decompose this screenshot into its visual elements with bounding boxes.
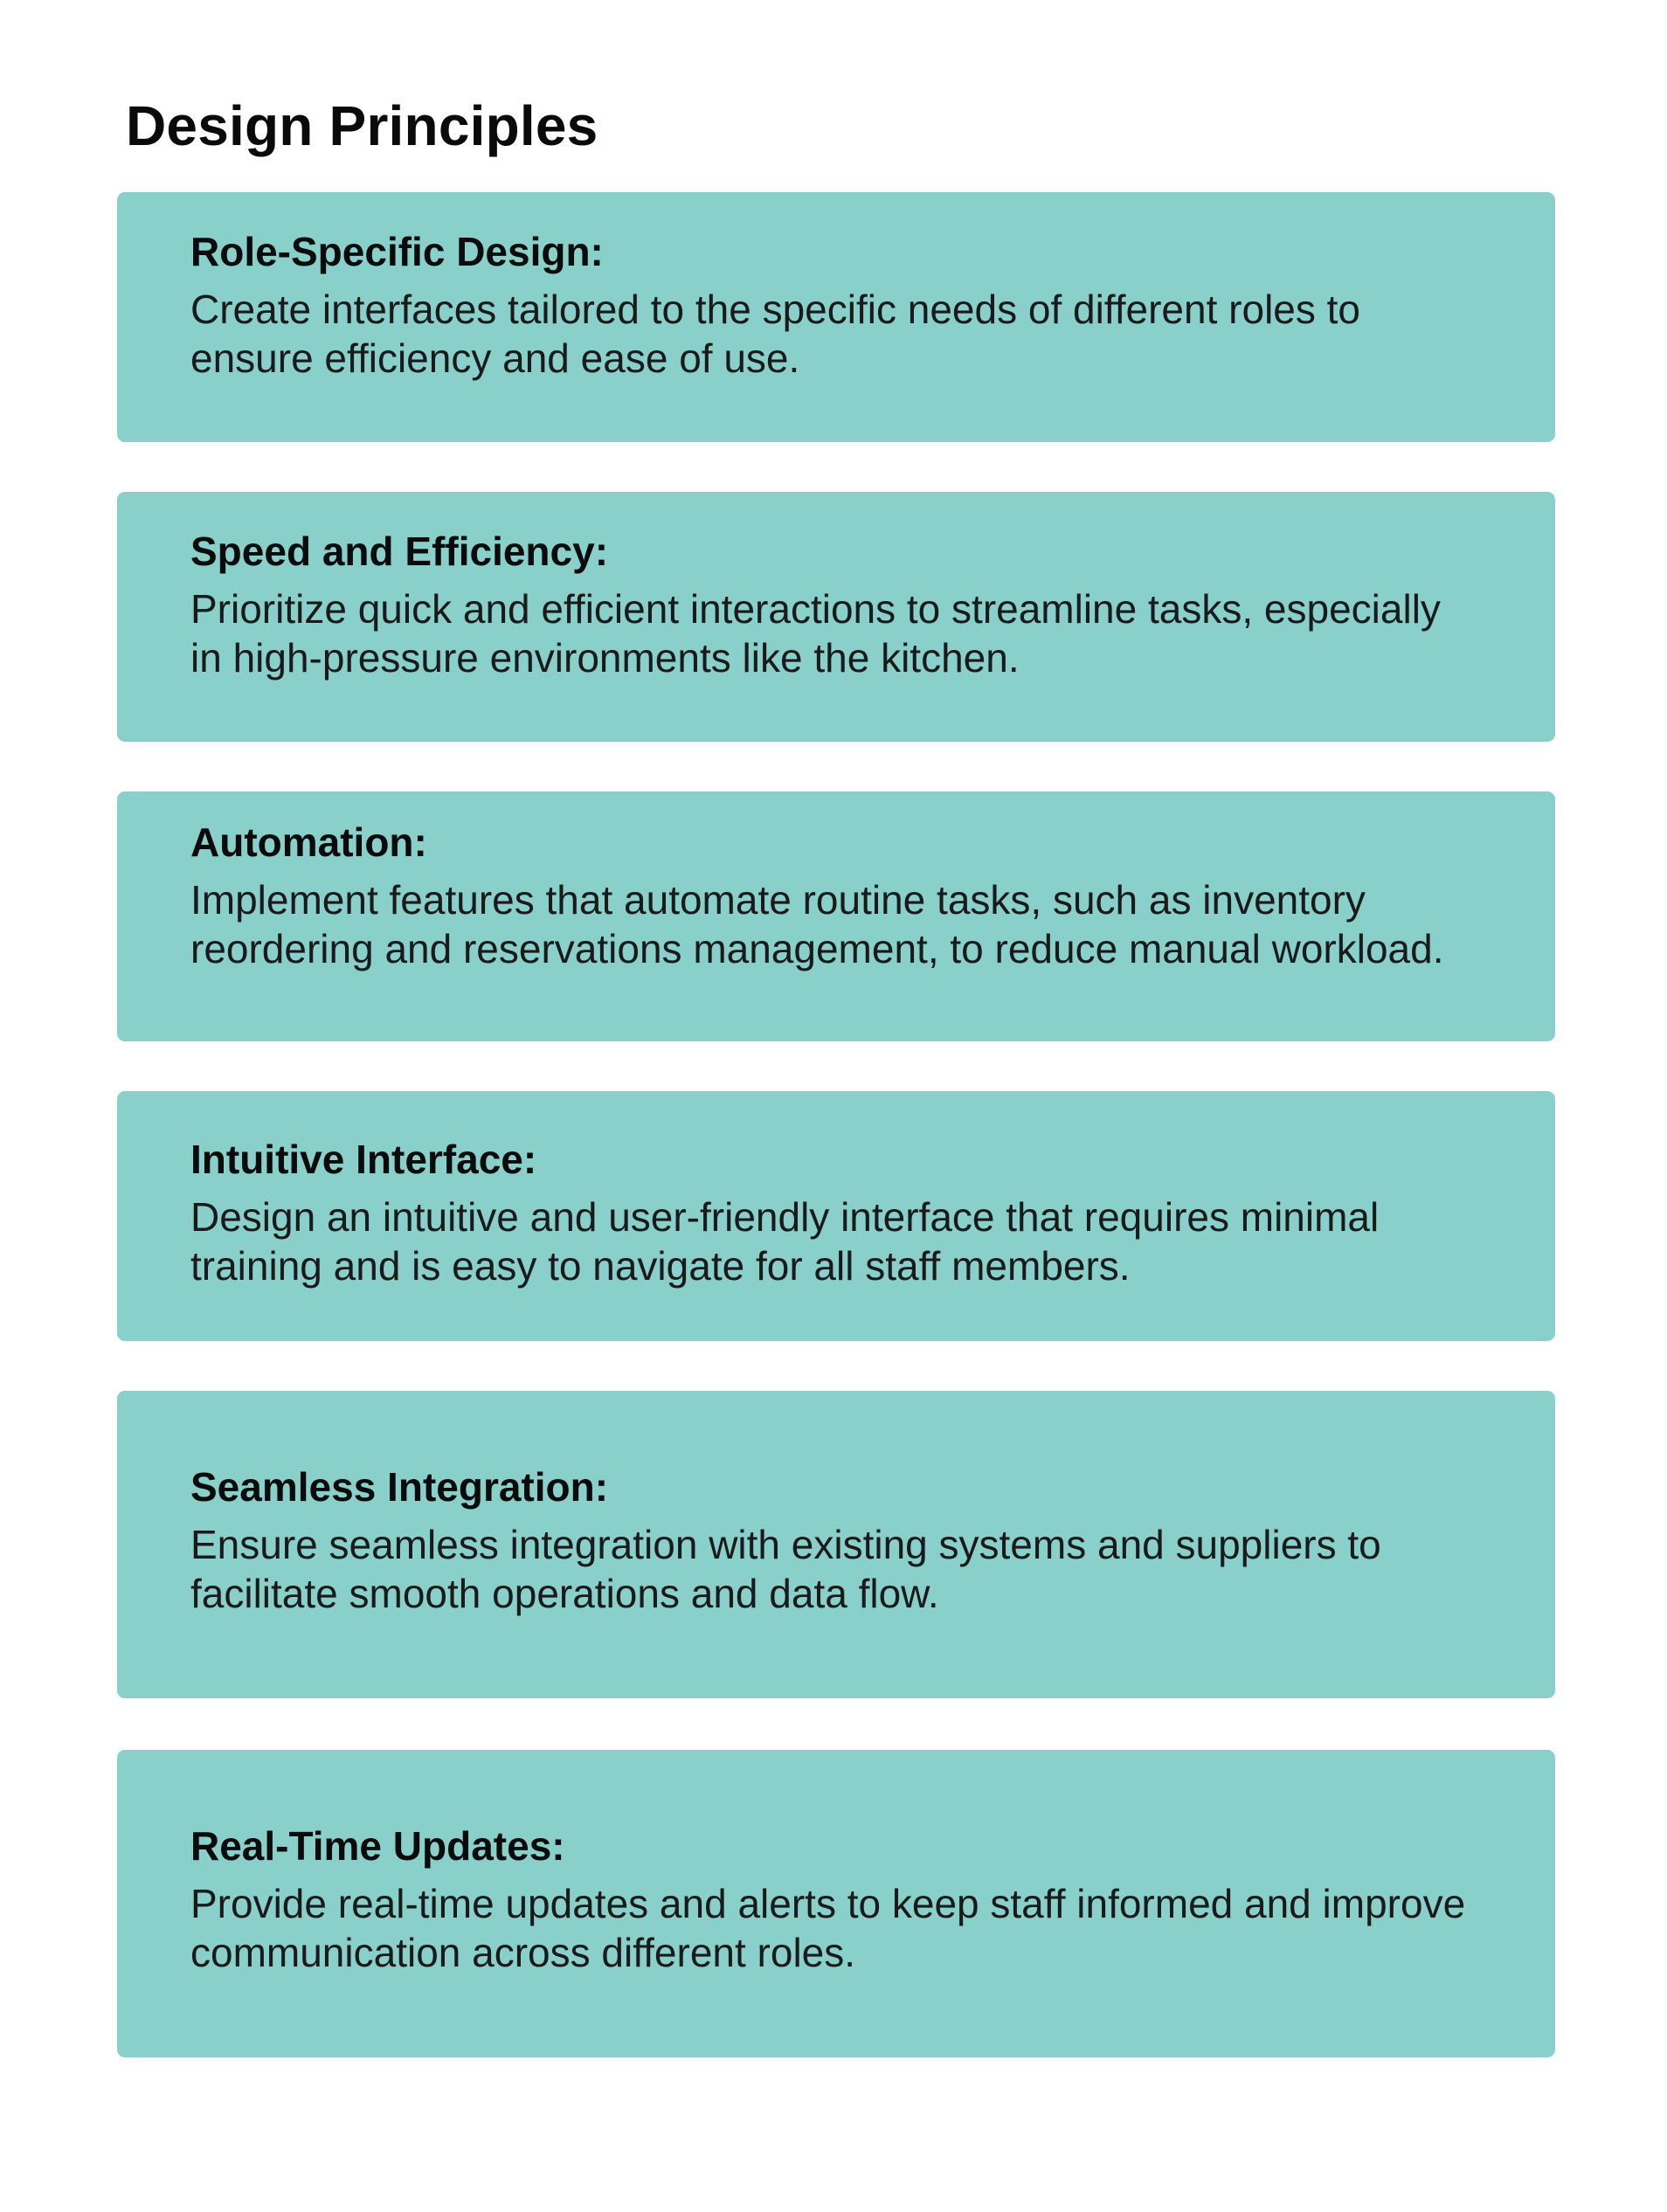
principle-card-automation bbox=[117, 791, 1555, 1041]
principle-title: Seamless Integration: bbox=[190, 1464, 609, 1510]
principle-title: Intuitive Interface: bbox=[190, 1137, 537, 1182]
principle-description: Implement features that automate routine tasks, such as inventory reordering and reservations management, to reduce manual workload. bbox=[190, 877, 1444, 971]
principle-description: Prioritize quick and efficient interactions to streamline tasks, especially in high-pressure environments like the kitchen. bbox=[190, 586, 1441, 681]
principle-description: Create interfaces tailored to the specific needs of different roles to ensure efficiency and ease of use. bbox=[190, 287, 1361, 381]
principle-title: Automation: bbox=[190, 819, 427, 865]
principle-title: Role-Specific Design: bbox=[190, 229, 604, 274]
principle-card-seamless-integration bbox=[117, 1391, 1555, 1698]
principle-card-real-time-updates bbox=[117, 1750, 1555, 2057]
principle-description: Design an intuitive and user-friendly interface that requires minimal training and is easy to navigate for all staff members. bbox=[190, 1194, 1380, 1289]
principle-card-intuitive-interface bbox=[117, 1091, 1555, 1341]
principle-title: Speed and Efficiency: bbox=[190, 529, 609, 574]
principle-title: Real-Time Updates: bbox=[190, 1823, 565, 1869]
page-title: Design Principles bbox=[126, 94, 598, 157]
principle-description: Ensure seamless integration with existing systems and suppliers to facilitate smooth operations and data flow. bbox=[190, 1522, 1381, 1616]
principle-card-speed-and-efficiency bbox=[117, 492, 1555, 742]
principle-description: Provide real-time updates and alerts to keep staff informed and improve communication across different roles. bbox=[190, 1881, 1466, 1975]
principle-card-role-specific-design bbox=[117, 192, 1555, 442]
